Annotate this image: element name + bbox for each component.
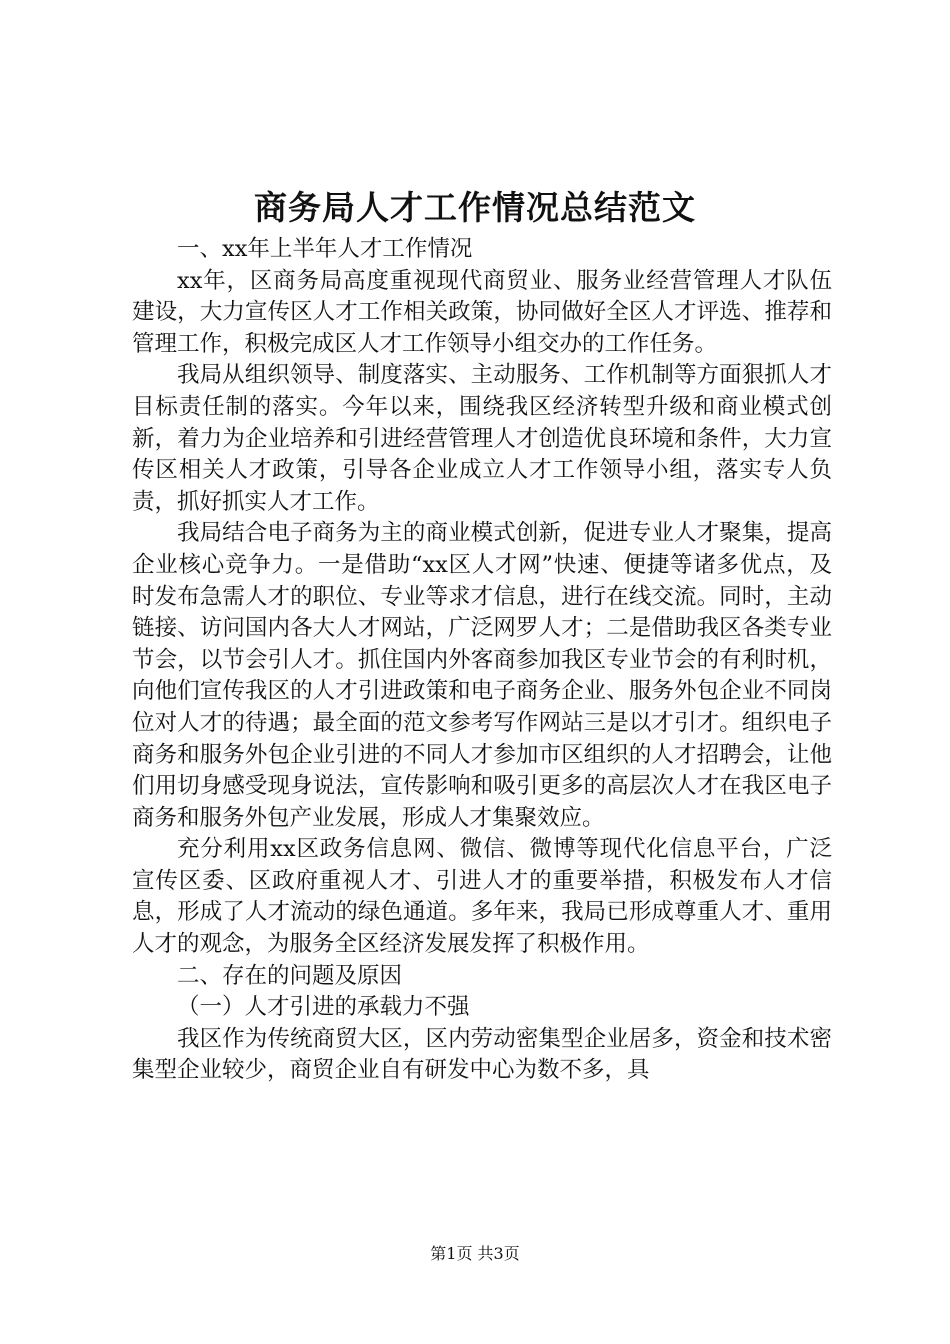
page-number-footer: 第1页 共3页 <box>430 1244 520 1263</box>
subsection-heading: （一）人才引进的承载力不强 <box>177 994 470 1021</box>
section-heading: 二、存在的问题及原因 <box>177 962 403 989</box>
document-title: 商务局人才工作情况总结范文 <box>254 188 696 227</box>
paragraph: xx年，区商务局高度重视现代商贸业、服务业经营管理人才队伍建设，大力宣传区人才工作相关政策，协同做好全区人才评选、推荐和管理工作，积极完成区人才工作领导小组交办的工作任务。 <box>132 267 832 357</box>
document-body <box>132 234 832 1087</box>
section-heading: 一、xx年上半年人才工作情况 <box>177 236 473 262</box>
paragraph: 我局结合电子商务为主的商业模式创新，促进专业人才聚集，提高企业核心竞争力。一是借助“xx区人才网”快速、便捷等诸多优点，及时发布急需人才的职位、专业等求才信息，进行在线交流。同时，主动链接、访问国内各大人才网站，广泛网罗人才；二是借助我区各类专业节会，以节会引人才。抓住国内外客商参加我区专业节会的有利时机，向他们宣传我区的人才引进政策和电子商务企业、服务外包企业不同岗位对人才的待遇；最全面的范文参考写作网站三是以才引才。组织电子商务和服务外包企业引进的不同人才参加市区组织的人才招聘会，让他们用切身感受现身说法，宣传影响和吸引更多的高层次人才在我区电子商务和服务外包产业发展，形成人才集聚效应。 <box>132 520 832 831</box>
paragraph: 我区作为传统商贸大区，区内劳动密集型企业居多，资金和技术密集型企业较少，商贸企业自有研发中心为数不多，具 <box>132 1025 832 1084</box>
paragraph: 我局从组织领导、制度落实、主动服务、工作机制等方面狠抓人才目标责任制的落实。今年以来，围绕我区经济转型升级和商业模式创新，着力为企业培养和引进经营管理人才创造优良环境和条件，大力宣传区相关人才政策，引导各企业成立人才工作领导小组，落实专人负责，抓好抓实人才工作。 <box>132 362 832 515</box>
paragraph: 充分利用xx区政务信息网、微信、微博等现代化信息平台，广泛宣传区委、区政府重视人才、引进人才的重要举措，积极发布人才信息，形成了人才流动的绿色通道。多年来，我局已形成尊重人才、重用人才的观念，为服务全区经济发展发挥了积极作用。 <box>132 836 832 958</box>
